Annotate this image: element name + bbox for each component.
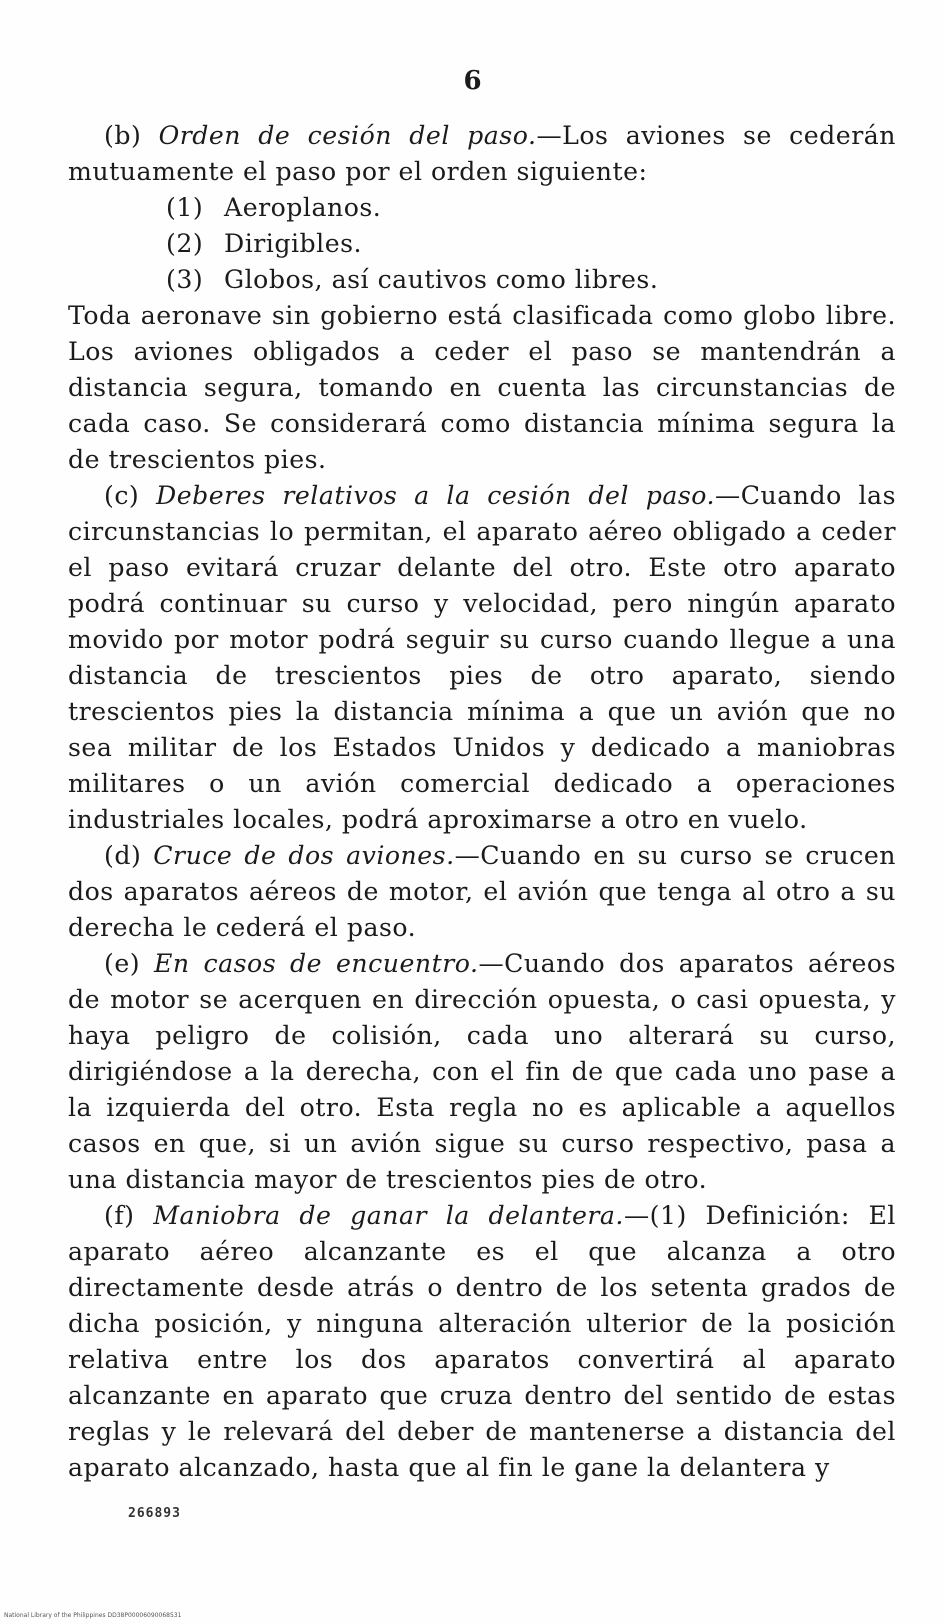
scan-credit-line: National Library of the Philippines DD38P00006090068531 xyxy=(4,1612,182,1619)
section-f-paragraph xyxy=(68,1198,896,1486)
section-e-paragraph xyxy=(68,946,896,1198)
printer-code: 266893 xyxy=(128,1506,181,1521)
list-item-text: Aeroplanos. xyxy=(224,193,382,222)
body-text xyxy=(68,118,896,1486)
list-item-number: (1) xyxy=(166,193,204,222)
section-e-text: —Cuando dos aparatos aéreos de motor se acerquen en dirección opuesta, o casi opuesta, y haya peligro de colisión, cada uno alterará su curso, dirigiéndose a la derecha, con el fin de que cada uno pase a la izquierda del otro. Esta regla no es aplicable a aquellos casos en que, si un avión sigue su curso respectivo, pasa a una distancia mayor de trescientos pies de otro. xyxy=(68,949,896,1194)
section-d-text: —Cuando en su curso se crucen dos aparatos aéreos de motor, el avión que tenga al otro a su derecha le cederá el paso. xyxy=(68,841,896,942)
section-d-paragraph xyxy=(68,838,896,946)
list-item-text: Dirigibles. xyxy=(224,229,363,258)
section-f-text: —(1) Definición: El aparato aéreo alcanzante es el que alcanza a otro directamente desde atrás o dentro de los setenta grados de dicha posición, y ninguna alteración ulterior de la posición relativa entre los dos aparatos convertirá al aparato alcanzante en aparato que cruza dentro del sentido de estas reglas y le relevará del deber de mantenerse a distancia del aparato alcanzado, hasta que al fin le gane la delantera y xyxy=(68,1201,896,1482)
section-c-label: (c) xyxy=(104,481,140,510)
page-number: 6 xyxy=(463,66,482,96)
section-b-heading: Orden de cesión del paso. xyxy=(158,121,537,150)
section-c-text: —Cuando las circunstancias lo permitan, el aparato aéreo obligado a ceder el paso evitará cruzar delante del otro. Este otro aparato podrá continuar su curso y velocidad, pero ningún aparato movido por motor podrá seguir su curso cuando llegue a una distancia de trescientos pies de otro aparato, siendo trescientos pies la distancia mínima a que un avión que no sea militar de los Estados Unidos y dedicado a maniobras militares o un avión comercial dedicado a operaciones industriales locales, podrá aproximarse a otro en vuelo. xyxy=(68,481,897,834)
list-item xyxy=(166,190,896,226)
section-c-paragraph xyxy=(68,478,896,838)
section-d-label: (d) xyxy=(104,841,142,870)
section-f-heading: Maniobra de ganar la delantera. xyxy=(153,1201,624,1230)
section-b-paragraph xyxy=(68,118,896,190)
section-b-after-paragraph: Toda aeronave sin gobierno está clasificada como globo libre. Los aviones obligados a ceder el paso se mantendrán a distancia segura, tomando en cuenta las circunstancias de cada caso. Se considerará como distancia mínima segura la de trescientos pies. xyxy=(68,301,896,474)
section-e-label: (e) xyxy=(104,949,141,978)
section-c-heading: Deberes relativos a la cesión del paso. xyxy=(156,481,716,510)
section-f-label: (f) xyxy=(104,1201,135,1230)
list-item-number: (2) xyxy=(166,229,204,258)
section-e-heading: En casos de encuentro. xyxy=(153,949,479,978)
section-b-label: (b) xyxy=(104,121,142,150)
list-item xyxy=(166,262,896,298)
list-item-text: Globos, así cautivos como libres. xyxy=(224,265,659,294)
list-item-number: (3) xyxy=(166,265,204,294)
section-b-intro: —Los aviones se cederán mutuamente el paso por el orden siguiente: xyxy=(68,121,896,186)
section-d-heading: Cruce de dos aviones. xyxy=(153,841,455,870)
list-item xyxy=(166,226,896,262)
